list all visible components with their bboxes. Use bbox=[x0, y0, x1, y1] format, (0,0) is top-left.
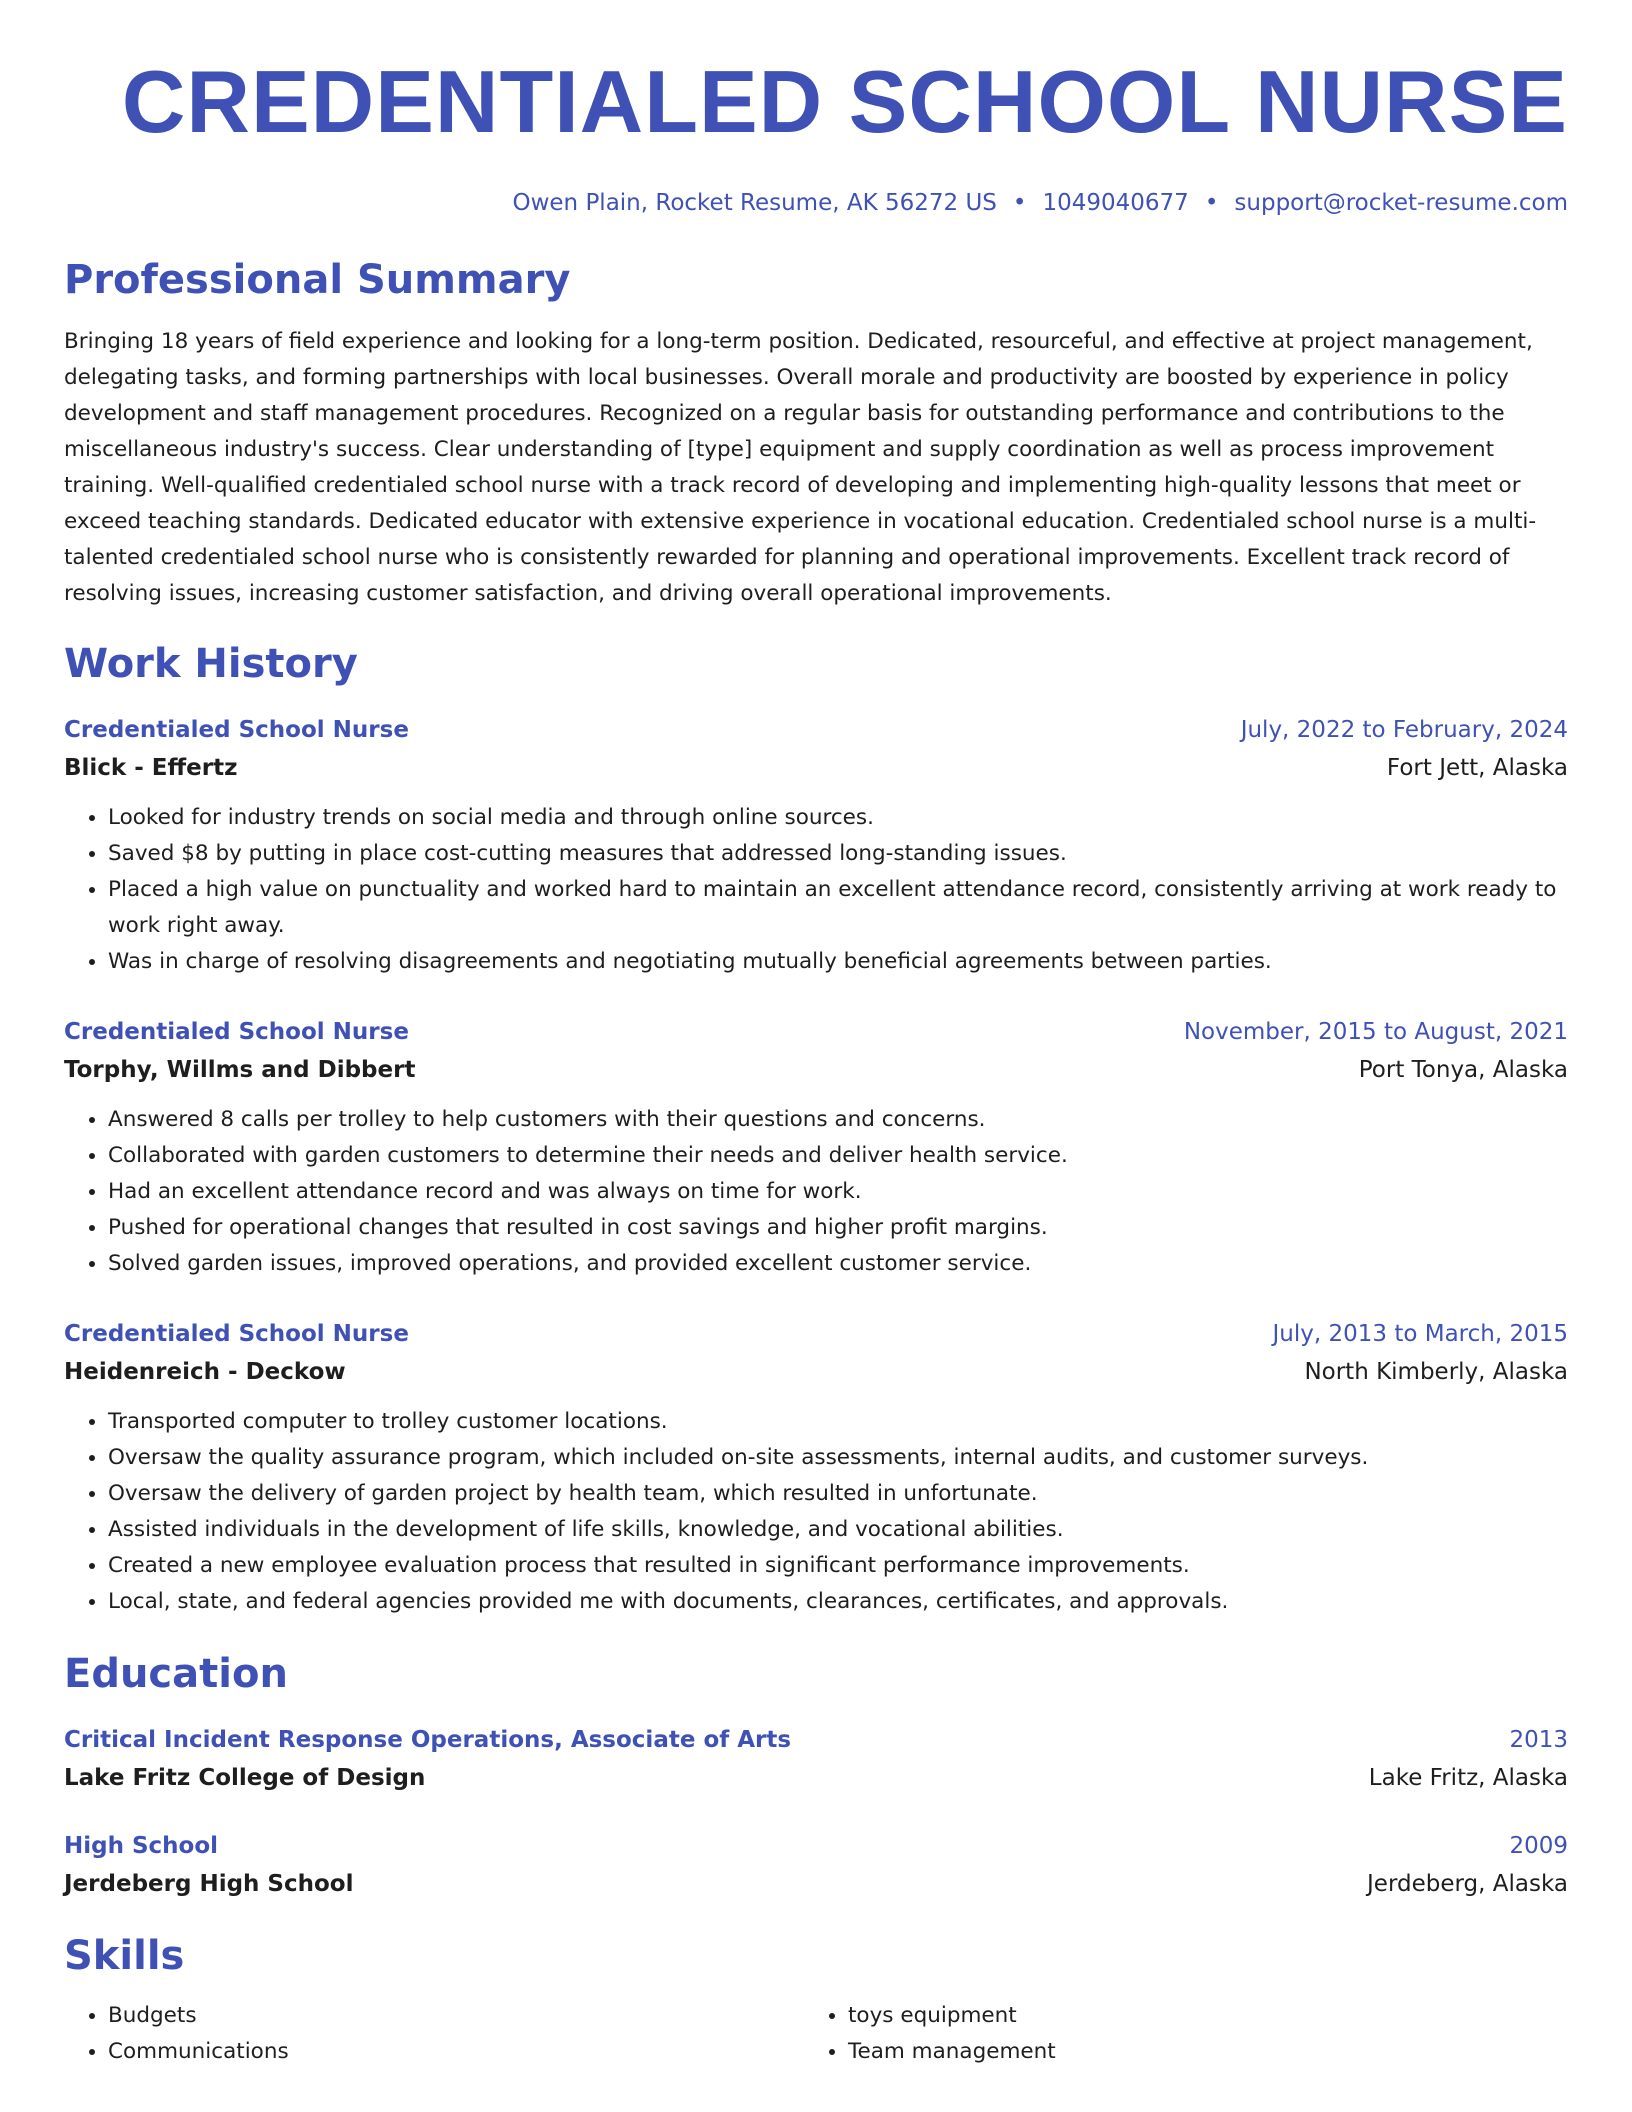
skills-list-left bbox=[64, 1998, 804, 2070]
job-bullets bbox=[64, 1404, 1568, 1620]
list-item: • Pushed for operational changes that resulted in cost savings and higher profit margins. bbox=[108, 1210, 1568, 1246]
job-dates: November, 2015 to August, 2021 bbox=[1183, 1019, 1568, 1045]
education-location: Lake Fritz, Alaska bbox=[1368, 1765, 1568, 1791]
skill-item: • Team management bbox=[848, 2034, 1544, 2070]
professional-summary-section bbox=[64, 256, 1568, 612]
list-item: • Oversaw the delivery of garden project by health team, which resulted in unfortunate. bbox=[108, 1476, 1568, 1512]
job-bullets bbox=[64, 1102, 1568, 1282]
job-role: Credentialed School Nurse bbox=[64, 1321, 409, 1347]
job-company: Blick - Effertz bbox=[64, 755, 238, 781]
job-bullets bbox=[64, 800, 1568, 980]
section-title: Professional Summary bbox=[64, 257, 571, 303]
skill-item: • toys equipment bbox=[848, 1998, 1544, 2034]
education-section bbox=[64, 1650, 1568, 1904]
list-item: • Solved garden issues, improved operations, and provided excellent customer service. bbox=[108, 1246, 1568, 1282]
list-item: • Placed a high value on punctuality and worked hard to maintain an excellent attendance record, consistently arriving at work ready to work right away. bbox=[108, 872, 1568, 944]
list-item: • Saved $8 by putting in place cost-cutting measures that addressed long-standing issues. bbox=[108, 836, 1568, 872]
summary-text: Bringing 18 years of field experience and looking for a long-term position. Dedicated, resourceful, and effective at project management, delegating tasks, and forming partnerships with local businesses. Overall morale and productivity are boosted by experience in policy development and staff management procedures. Recognized on a regular basis for outstanding performance and contributions to the miscellaneous industry's success. Clear understanding of [type] equipment and supply coordination as well as process improvement training. Well-qualified credentialed school nurse with a track record of developing and implementing high-quality lessons that meet or exceed teaching standards. Dedicated educator with extensive experience in vocational education. Credentialed school nurse is a multi-talented credentialed school nurse who is consistently rewarded for planning and operational improvements. Excellent track record of resolving issues, increasing customer satisfaction, and driving overall operational improvements. bbox=[64, 329, 1537, 606]
contact-separator: • bbox=[1204, 190, 1219, 216]
section-title: Education bbox=[64, 1651, 288, 1697]
contact-phone: 1049040677 bbox=[1042, 190, 1189, 216]
list-item: • Assisted individuals in the development of life skills, knowledge, and vocational abilities. bbox=[108, 1512, 1568, 1548]
list-item: • Transported computer to trolley customer locations. bbox=[108, 1404, 1568, 1440]
skill-item: • Budgets bbox=[108, 1998, 804, 2034]
education-year: 2009 bbox=[1509, 1833, 1568, 1859]
education-degree: High School bbox=[64, 1833, 219, 1859]
education-school: Lake Fritz College of Design bbox=[64, 1765, 426, 1791]
list-item: • Created a new employee evaluation process that resulted in significant performance improvements. bbox=[108, 1548, 1568, 1584]
education-school: Jerdeberg High School bbox=[64, 1871, 354, 1897]
job-location: Port Tonya, Alaska bbox=[1358, 1057, 1568, 1083]
list-item: • Collaborated with garden customers to determine their needs and deliver health service. bbox=[108, 1138, 1568, 1174]
skills-columns bbox=[64, 1998, 1568, 2070]
list-item: • Local, state, and federal agencies provided me with documents, clearances, certificates, and approvals. bbox=[108, 1584, 1568, 1620]
candidate-title: CREDENTIALED SCHOOL NURSE bbox=[121, 52, 1568, 151]
section-title: Work History bbox=[64, 641, 358, 687]
education-location: Jerdeberg, Alaska bbox=[1367, 1871, 1568, 1897]
job-dates: July, 2022 to February, 2024 bbox=[1240, 717, 1568, 743]
education-entry bbox=[64, 1722, 1568, 1798]
education-year: 2013 bbox=[1509, 1727, 1568, 1753]
skills-section bbox=[64, 1932, 1568, 2070]
section-title: Skills bbox=[64, 1933, 185, 1979]
job-company: Torphy, Willms and Dibbert bbox=[64, 1057, 416, 1083]
skill-item: • Communications bbox=[108, 2034, 804, 2070]
job-role: Credentialed School Nurse bbox=[64, 717, 409, 743]
resume-header bbox=[64, 52, 1568, 218]
contact-line bbox=[64, 188, 1568, 218]
job-location: Fort Jett, Alaska bbox=[1386, 755, 1568, 781]
list-item: • Had an excellent attendance record and was always on time for work. bbox=[108, 1174, 1568, 1210]
skills-list-right bbox=[804, 1998, 1544, 2070]
list-item: • Was in charge of resolving disagreements and negotiating mutually beneficial agreements between parties. bbox=[108, 944, 1568, 980]
contact-address: Owen Plain, Rocket Resume, AK 56272 US bbox=[512, 190, 997, 216]
job-dates: July, 2013 to March, 2015 bbox=[1272, 1321, 1568, 1347]
contact-separator: • bbox=[1012, 190, 1027, 216]
job-entry bbox=[64, 1014, 1568, 1282]
contact-email: support@rocket-resume.com bbox=[1234, 190, 1568, 216]
job-company: Heidenreich - Deckow bbox=[64, 1359, 346, 1385]
education-entry bbox=[64, 1828, 1568, 1904]
list-item: • Looked for industry trends on social media and through online sources. bbox=[108, 800, 1568, 836]
list-item: • Answered 8 calls per trolley to help customers with their questions and concerns. bbox=[108, 1102, 1568, 1138]
job-role: Credentialed School Nurse bbox=[64, 1019, 409, 1045]
job-entry bbox=[64, 1316, 1568, 1620]
education-degree: Critical Incident Response Operations, Associate of Arts bbox=[64, 1727, 792, 1753]
list-item: • Oversaw the quality assurance program, which included on-site assessments, internal audits, and customer surveys. bbox=[108, 1440, 1568, 1476]
work-history-section bbox=[64, 640, 1568, 1620]
job-entry bbox=[64, 712, 1568, 980]
job-location: North Kimberly, Alaska bbox=[1304, 1359, 1568, 1385]
